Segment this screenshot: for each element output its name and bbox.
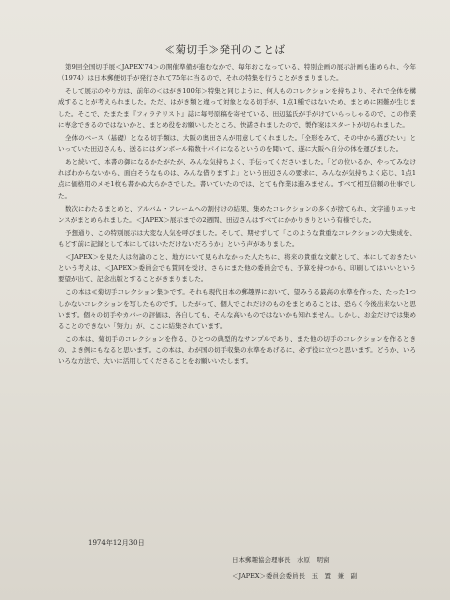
document-date: 1974年12月30日	[88, 539, 145, 547]
paragraph-9: この本は、菊切手のコレクションを作る、ひとつの典型的なサンプルであり、また他の切手のコレクションを作るときの、よき例にもなると思います。この本は、わが国の切手収集の水準をあげるに、必ず役に立つと思います。どうか、いろいろな方法で、大いに活用してくださることをお願いいたします。	[58, 335, 416, 366]
paragraph-8: この本は≪菊切手コレクション集≫です。それも現代日本の郵趣界において、望みうる最高の水準を作った、たった1つしかないコレクションを写したものです。したがって、個人でこれだけのものをまとめることは、恐らく今後出来ないと思います。個々の切手やカバーの評価は、各自しても、そんな高いものではないかも知れません。しかし、お金だけでは集めることのできない「努力」が、ここに結集されています。	[58, 288, 416, 331]
paragraph-7: ＜JAPEX＞を見た人は勿論のこと、地方にいて見られなかった人たちに、将来の貴重な文献として、本にしておきたいという考えは、＜JAPEX＞委員会でも賛同を受け、さらにまた他の委員会でも、予算を持つから、印刷してはいいという要望が出て、記念出版とすることがきまりました。	[58, 253, 416, 284]
paragraph-4: あと続いて、本書の御になるかたがたが、みんな気持ちよく、手伝ってくださいました。「どの位いるか、やってみなければわからないから、面白そうなものは、みんな借りますよ」という田辺さんの要求に、みんなが気持ちよく応じ、1点1点に価格用のメモ1枚も書かぬ大らかさでした。書いていたのでは、とても作業は進みません。すべて相互信頼の仕事でした。	[58, 158, 416, 200]
paragraph-5: 数次にわたるまとめと、アルバム・フレームへの割付けの結果、集めたコレクションの多くが捨てられ、文字通りエッセンスがまとめられました。＜JAPEX＞展示までの2週間、田辺さんはすべてにかかりきりという有様でした。	[58, 204, 416, 224]
signature-committee: ＜JAPEX＞委員会委員長 玉 置 兼 副	[232, 572, 358, 580]
document-body	[58, 62, 416, 369]
paragraph-2: そして展示のやり方は、前年の＜はがき100年＞特集と同じように、何人ものコレクションを持ちより、それで全体を構成することが考えられました。ただ、はがき類と違って対象となる切手が、1点1種ではないため、まとめに困難が生じました。そこで、たまたま『フィラテリスト』誌に毎号原稿を寄せている、田辺猛氏が手がけていらっしゃるので、この作業に専念できるのではないかと、まとめ役をお願いしたところ、快諾されましたので、製作案はスタートが切られました。	[58, 87, 416, 129]
paragraph-6: 予想通り、この特別展示は大変な人気を呼びました。そして、期せずして「このような貴重なコレクションの大集成を、もどす前に記録として本にしてはいただけないだろうか」という声がありました。	[58, 228, 416, 249]
document-title: ≪菊切手≫発刊のことば	[164, 44, 286, 56]
signature-chairman: 日本郵趣協会理事長 水原 明窗	[232, 556, 330, 564]
paragraph-3: 全体のベース（基礎）となる切手類は、大阪の奥田さんが用意してくれました。「全形をみて、その中から選びたい」といっていた田辺さんも、送るにはダンボール箱数十パイになるというのを聞いて、遂に大阪へ自分の体を運びました。	[58, 133, 416, 154]
paragraph-1: 第9回全国切手展＜JAPEX'74＞の開催準備が進むなかで、毎年おこなっている、特別企画の展示計画も進められ、今年（1974）は日本郵便切手が発行されて75年に当るので、それの特集を行うことがきまりました。	[58, 63, 416, 83]
